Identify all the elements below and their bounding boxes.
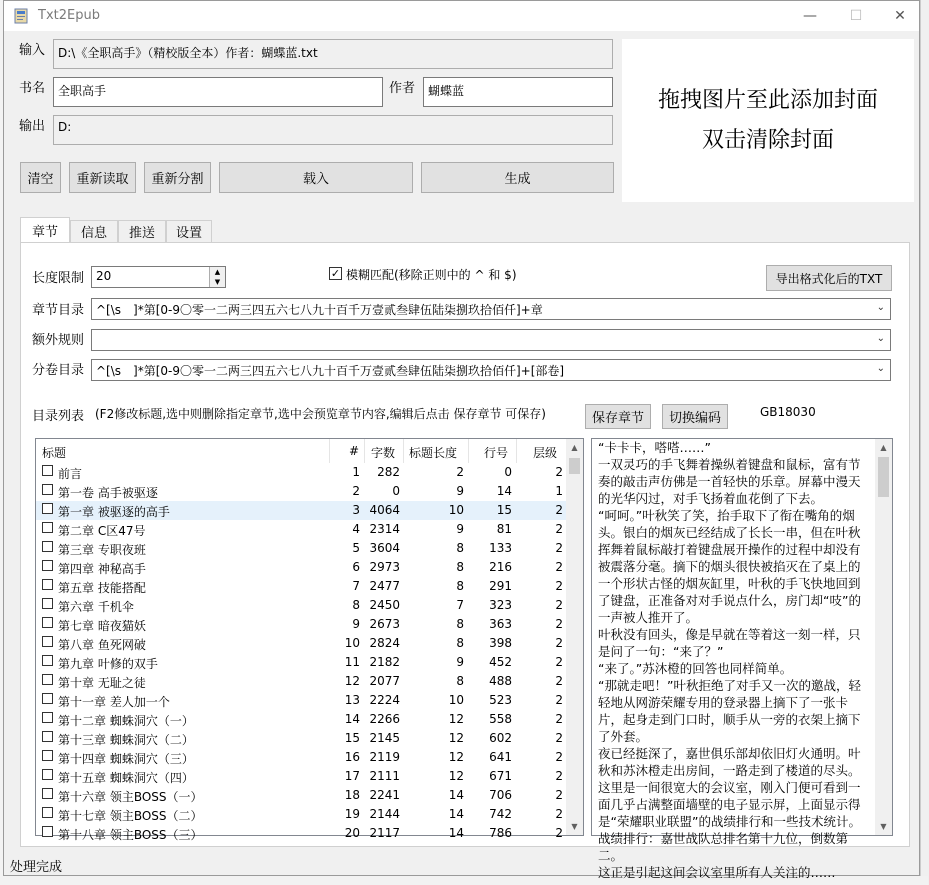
fuzzy-match-label: 模糊匹配(移除正则中的 ^ 和 $)	[346, 268, 517, 282]
row-words: 2144	[369, 807, 400, 821]
row-level: 2	[555, 807, 563, 821]
row-title-length: 12	[448, 712, 464, 726]
clear-button[interactable]: 清空	[20, 162, 61, 193]
row-line: 15	[496, 503, 512, 517]
row-level: 1	[555, 484, 563, 498]
book-title-field[interactable]: 全职高手	[53, 77, 383, 107]
row-title: 第十三章 蜘蛛洞穴（二）	[58, 733, 194, 747]
row-index: 5	[352, 541, 360, 555]
switch-encoding-button[interactable]: 切换编码	[662, 404, 728, 429]
table-row[interactable]	[36, 596, 567, 615]
col-words[interactable]: 字数	[371, 446, 396, 460]
row-index: 7	[352, 579, 360, 593]
input-path-field[interactable]: D:\《全职高手》（精校版全本）作者：蝴蝶蓝.txt	[53, 39, 613, 69]
row-title-length: 14	[448, 788, 464, 802]
row-title: 第十七章 领主BOSS（二）	[58, 809, 203, 823]
row-index: 13	[344, 693, 360, 707]
length-limit-value: 20	[96, 269, 112, 283]
row-title-length: 8	[456, 617, 464, 631]
table-row[interactable]	[36, 748, 567, 767]
output-path-field[interactable]: D:	[53, 115, 613, 145]
row-checkbox[interactable]	[42, 560, 53, 571]
cover-hint-clear: 双击清除封面	[701, 127, 834, 153]
row-title-length: 2	[456, 465, 464, 479]
row-line: 14	[496, 484, 512, 498]
row-words: 2266	[369, 712, 400, 726]
row-checkbox[interactable]	[42, 465, 53, 476]
table-row[interactable]	[36, 634, 567, 653]
row-index: 16	[344, 750, 360, 764]
row-title: 第十章 无耻之徒	[58, 676, 146, 690]
background-window-right	[920, 0, 929, 885]
preview-text: “卡卡卡，嗒嗒……” 一双灵巧的手飞舞着操纵着键盘和鼠标，富有节奏的敲击声仿佛是一首轻快的乐章。屏幕中漫天的光华闪过，对手飞扬着血花倒了下去。 “呵呵。”叶秋笑了笑，抬手取下了衔在嘴角的烟头。银白的烟灰已经结成了长长一串，但在叶秋挥舞着鼠标敲打着键盘展开操作的过程中却没有被震落分毫。摘下的烟头很快被掐灭在了桌上的一个形状古怪的烟灰缸里，叶秋的手飞快地回到了键盘，正准备对对手说点什么，房门却“吱”的一声被人推开了。 叶秋没有回头，像是早就在等着这一刻一样，只是问了一句：“来了？” “来了。”苏沐橙的回答也同样简单。 “那就走吧！”叶秋拒绝了对手又一次的邀战，轻轻地从网游荣耀专用的登录器上摘下了一张卡片，起身走到门口时，顺手从一旁的衣架上摘下了外套。 夜已经挺深了，嘉世俱乐部却依旧灯火通明。叶秋和苏沐橙走出房间，一路走到了楼道的尽头。这里是一间很宽大的会议室，刚入门便可看到一面几乎占满整面墙壁的电子显示屏，上面显示得是“荣耀职业联盟”的战绩排行和一些技术统计。 战绩排行：嘉世战队总排名第十九位，倒数第二。 这正是引起这间会议室里所有人关注的……	[598, 440, 861, 880]
row-line: 558	[489, 712, 512, 726]
row-index: 11	[344, 655, 360, 669]
cover-drop-area[interactable]	[622, 39, 914, 202]
row-title-length: 7	[456, 598, 464, 612]
scroll-down-icon[interactable]: ▼	[571, 822, 578, 831]
row-title-length: 14	[448, 826, 464, 840]
row-level: 2	[555, 750, 563, 764]
row-title-length: 12	[448, 731, 464, 745]
export-txt-button[interactable]: 导出格式化后的TXT	[766, 265, 892, 291]
chevron-down-icon[interactable]: ⌄	[876, 333, 885, 344]
row-words: 2119	[369, 750, 400, 764]
load-button[interactable]: 载入	[219, 162, 413, 193]
row-line: 742	[489, 807, 512, 821]
table-row[interactable]	[36, 577, 567, 596]
row-level: 2	[555, 655, 563, 669]
row-title: 第十六章 领主BOSS（一）	[58, 790, 203, 804]
row-level: 2	[555, 560, 563, 574]
cover-hint-add: 拖拽图片至此添加封面	[657, 87, 878, 113]
app-icon	[14, 8, 28, 24]
row-title: 第十一章 差人加一个	[58, 695, 170, 709]
row-title: 第一卷 高手被驱逐	[58, 486, 158, 500]
table-row[interactable]	[36, 501, 567, 520]
row-index: 10	[344, 636, 360, 650]
row-index: 9	[352, 617, 360, 631]
row-title: 第六章 千机伞	[58, 600, 134, 614]
table-row[interactable]	[36, 558, 567, 577]
volume-dir-value: ^[\s ]*第[0-9〇零一二两三四五六七八九十百千万壹贰叁肆伍陆柒捌玖拾佰仟]+[部卷]	[96, 364, 565, 378]
table-row[interactable]	[36, 786, 567, 805]
row-checkbox[interactable]	[42, 655, 53, 666]
author-label: 作者	[389, 81, 416, 96]
row-title-length: 10	[448, 503, 464, 517]
row-title: 第一章 被驱逐的高手	[58, 505, 170, 519]
encoding-label: GB18030	[760, 405, 816, 419]
row-checkbox[interactable]	[42, 541, 53, 552]
row-checkbox[interactable]	[42, 750, 53, 761]
volume-dir-combo[interactable]	[91, 359, 891, 381]
title-bar	[4, 1, 919, 31]
row-checkbox[interactable]	[42, 617, 53, 628]
row-checkbox[interactable]	[42, 693, 53, 704]
col-title-length[interactable]: 标题长度	[409, 446, 458, 460]
table-row[interactable]	[36, 691, 567, 710]
tab-push[interactable]: 推送	[118, 220, 166, 242]
table-row[interactable]	[36, 653, 567, 672]
row-line: 363	[489, 617, 512, 631]
row-title: 第十四章 蜘蛛洞穴（三）	[58, 752, 194, 766]
col-line[interactable]: 行号	[484, 446, 509, 460]
row-index: 3	[352, 503, 360, 517]
list-scrollbar[interactable]	[566, 439, 583, 835]
row-checkbox[interactable]	[42, 579, 53, 590]
close-icon[interactable]: ✕	[894, 8, 906, 24]
tab-settings[interactable]: 设置	[166, 220, 212, 242]
row-checkbox[interactable]	[42, 731, 53, 742]
row-level: 2	[555, 769, 563, 783]
row-checkbox[interactable]	[42, 503, 53, 514]
row-title: 第四章 神秘高手	[58, 562, 146, 576]
row-checkbox[interactable]	[42, 636, 53, 647]
row-line: 452	[489, 655, 512, 669]
volume-dir-label: 分卷目录	[32, 363, 85, 378]
row-title-length: 8	[456, 674, 464, 688]
row-title: 第二章 C区47号	[58, 524, 146, 538]
row-words: 2673	[369, 617, 400, 631]
spinner-down-icon[interactable]: ▼	[209, 277, 225, 287]
row-level: 2	[555, 712, 563, 726]
row-checkbox[interactable]	[42, 807, 53, 818]
table-row[interactable]	[36, 520, 567, 539]
row-line: 291	[489, 579, 512, 593]
reread-button[interactable]: 重新读取	[69, 162, 136, 193]
table-row[interactable]	[36, 539, 567, 558]
row-level: 2	[555, 693, 563, 707]
row-line: 641	[489, 750, 512, 764]
spinner-up-icon[interactable]: ▲	[209, 267, 225, 277]
row-words: 4064	[369, 503, 400, 517]
preview-scrollbar[interactable]	[875, 439, 892, 835]
chapter-dir-combo[interactable]	[91, 298, 891, 320]
row-level: 2	[555, 579, 563, 593]
extra-rule-combo[interactable]	[91, 329, 891, 351]
status-bar	[4, 852, 919, 875]
chevron-down-icon[interactable]: ⌄	[876, 302, 885, 313]
row-title-length: 8	[456, 541, 464, 555]
row-level: 2	[555, 503, 563, 517]
row-title-length: 9	[456, 655, 464, 669]
row-level: 2	[555, 541, 563, 555]
row-level: 2	[555, 788, 563, 802]
row-line: 0	[504, 465, 512, 479]
extra-rule-label: 额外规则	[32, 333, 85, 348]
col-title[interactable]: 标题	[42, 446, 67, 460]
row-line: 671	[489, 769, 512, 783]
main-window	[3, 0, 920, 880]
row-words: 2145	[369, 731, 400, 745]
row-checkbox[interactable]	[42, 826, 53, 837]
row-words: 2111	[369, 769, 400, 783]
maximize-icon[interactable]: ☐	[849, 8, 863, 24]
length-limit-input[interactable]	[91, 266, 226, 288]
row-index: 17	[344, 769, 360, 783]
row-checkbox[interactable]	[42, 484, 53, 495]
table-row[interactable]	[36, 805, 567, 824]
row-index: 14	[344, 712, 360, 726]
row-line: 216	[489, 560, 512, 574]
row-title-length: 8	[456, 579, 464, 593]
row-index: 15	[344, 731, 360, 745]
row-words: 2077	[369, 674, 400, 688]
row-words: 2224	[369, 693, 400, 707]
row-checkbox[interactable]	[42, 769, 53, 780]
table-row[interactable]	[36, 767, 567, 786]
row-line: 323	[489, 598, 512, 612]
row-line: 523	[489, 693, 512, 707]
table-row[interactable]	[36, 482, 567, 501]
row-level: 2	[555, 465, 563, 479]
row-checkbox[interactable]	[42, 522, 53, 533]
scroll-up-icon[interactable]: ▲	[880, 443, 887, 452]
length-limit-label: 长度限制	[32, 271, 85, 286]
row-title: 第八章 鱼死网破	[58, 638, 146, 652]
row-level: 2	[555, 674, 563, 688]
row-words: 2241	[369, 788, 400, 802]
row-level: 2	[555, 826, 563, 840]
row-checkbox[interactable]	[42, 598, 53, 609]
tab-info[interactable]: 信息	[70, 220, 118, 242]
row-level: 2	[555, 731, 563, 745]
row-title-length: 9	[456, 484, 464, 498]
output-label: 输出	[19, 119, 46, 134]
row-words: 2824	[369, 636, 400, 650]
author-field[interactable]: 蝴蝶蓝	[423, 77, 613, 107]
window-title: Txt2Epub	[38, 8, 100, 23]
row-title: 第十八章 领主BOSS（三）	[58, 828, 203, 842]
row-title-length: 14	[448, 807, 464, 821]
row-words: 2477	[369, 579, 400, 593]
row-words: 2117	[369, 826, 400, 840]
row-index: 2	[352, 484, 360, 498]
row-title: 第三章 专职夜班	[58, 543, 146, 557]
row-index: 6	[352, 560, 360, 574]
chapter-dir-label: 章节目录	[32, 303, 85, 318]
chapter-preview[interactable]	[591, 438, 893, 880]
generate-button[interactable]: 生成	[421, 162, 614, 193]
row-index: 19	[344, 807, 360, 821]
list-hint: (F2修改标题,选中则删除指定章节,选中会预览章节内容,编辑后点击 保存章节 可保存)	[95, 407, 546, 421]
input-label: 输入	[19, 43, 46, 58]
chapter-dir-value: ^[\s ]*第[0-9〇零一二两三四五六七八九十百千万壹贰叁肆伍陆柒捌玖拾佰仟]+章	[96, 303, 543, 317]
row-index: 12	[344, 674, 360, 688]
row-line: 488	[489, 674, 512, 688]
row-words: 2182	[369, 655, 400, 669]
tab-chapters[interactable]: 章节	[20, 217, 70, 243]
row-words: 0	[392, 484, 400, 498]
col-level[interactable]: 层级	[533, 446, 558, 460]
row-index: 20	[344, 826, 360, 840]
row-title: 前言	[58, 467, 83, 481]
list-header	[36, 439, 567, 463]
book-label: 书名	[19, 81, 46, 96]
row-title: 第七章 暗夜猫妖	[58, 619, 146, 633]
row-checkbox[interactable]	[42, 788, 53, 799]
row-words: 3604	[369, 541, 400, 555]
row-title-length: 9	[456, 522, 464, 536]
row-line: 398	[489, 636, 512, 650]
scroll-thumb[interactable]	[569, 458, 580, 474]
save-chapter-button[interactable]: 保存章节	[585, 404, 651, 429]
scroll-up-icon[interactable]: ▲	[571, 443, 578, 452]
table-row[interactable]	[36, 463, 567, 482]
row-title: 第十二章 蜘蛛洞穴（一）	[58, 714, 194, 728]
col-index[interactable]: #	[349, 444, 360, 458]
row-index: 18	[344, 788, 360, 802]
row-title: 第五章 技能搭配	[58, 581, 146, 595]
row-level: 2	[555, 636, 563, 650]
row-line: 81	[496, 522, 512, 536]
minimize-icon[interactable]: —	[803, 8, 817, 24]
row-words: 2973	[369, 560, 400, 574]
row-words: 2314	[369, 522, 400, 536]
table-row[interactable]	[36, 729, 567, 748]
row-line: 133	[489, 541, 512, 555]
row-index: 1	[352, 465, 360, 479]
scroll-down-icon[interactable]: ▼	[880, 822, 887, 831]
table-row[interactable]	[36, 710, 567, 729]
row-level: 2	[555, 598, 563, 612]
row-line: 602	[489, 731, 512, 745]
row-line: 786	[489, 826, 512, 840]
row-title-length: 12	[448, 769, 464, 783]
resplit-button[interactable]: 重新分割	[144, 162, 211, 193]
row-checkbox[interactable]	[42, 674, 53, 685]
row-title-length: 8	[456, 560, 464, 574]
row-title-length: 12	[448, 750, 464, 764]
list-label: 目录列表	[32, 409, 85, 424]
row-index: 8	[352, 598, 360, 612]
row-level: 2	[555, 617, 563, 631]
scroll-thumb[interactable]	[878, 457, 889, 497]
row-title: 第九章 叶修的双手	[58, 657, 158, 671]
row-title-length: 10	[448, 693, 464, 707]
row-line: 706	[489, 788, 512, 802]
table-row[interactable]	[36, 672, 567, 691]
chapter-list[interactable]	[35, 438, 584, 842]
row-words: 282	[377, 465, 400, 479]
row-checkbox[interactable]	[42, 712, 53, 723]
fuzzy-match-checkbox[interactable]: ✓	[330, 267, 341, 280]
chevron-down-icon[interactable]: ⌄	[876, 363, 885, 374]
row-index: 4	[352, 522, 360, 536]
table-row[interactable]	[36, 824, 567, 843]
row-title: 第十五章 蜘蛛洞穴（四）	[58, 771, 194, 785]
status-text: 处理完成	[10, 860, 63, 875]
row-words: 2450	[369, 598, 400, 612]
row-level: 2	[555, 522, 563, 536]
table-row[interactable]	[36, 615, 567, 634]
row-title-length: 8	[456, 636, 464, 650]
